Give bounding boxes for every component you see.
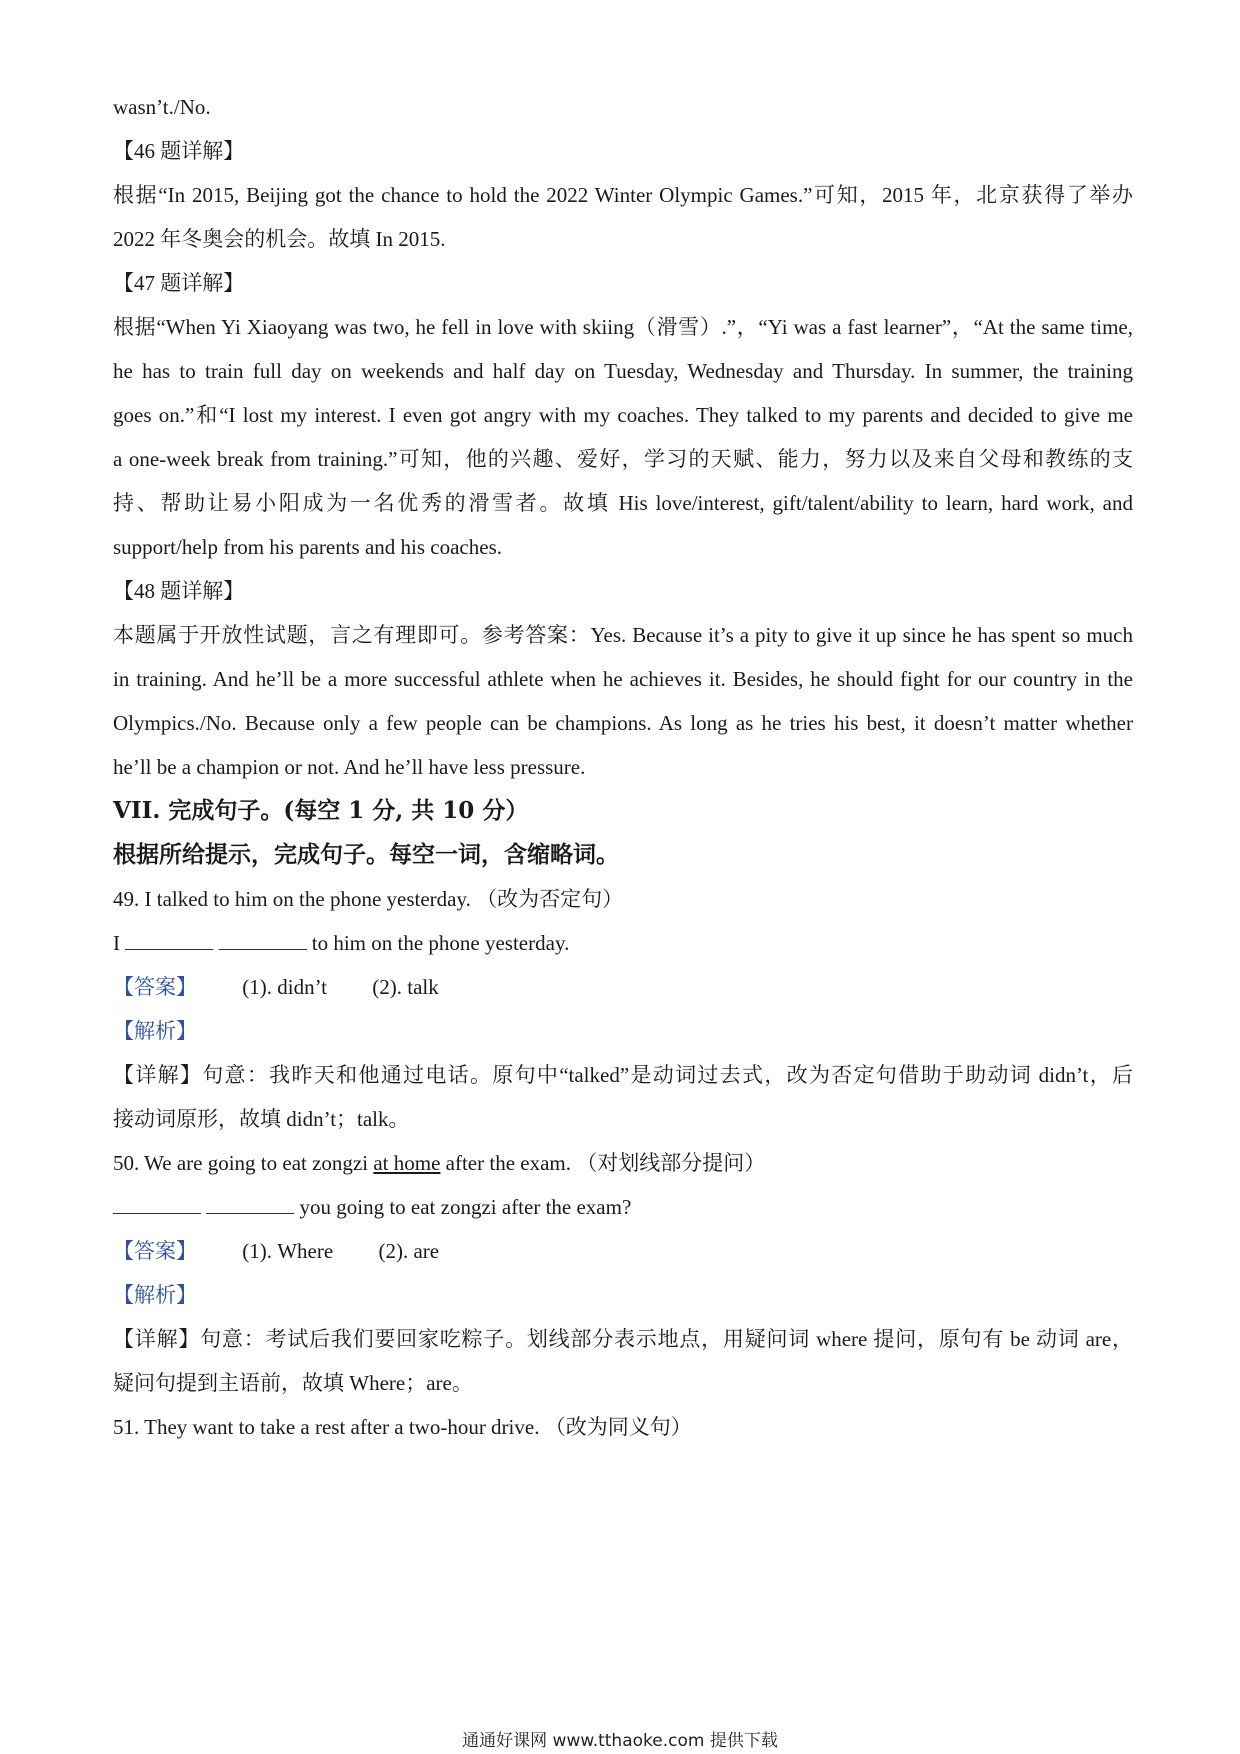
text-line: support/help from his parents and his coaches. <box>113 535 502 559</box>
question-49: 49. I talked to him on the phone yesterday. （改为否定句） <box>113 887 624 911</box>
section-instruction: 根据所给提示，完成句子。每空一词，含缩略词。 <box>113 841 619 868</box>
text-line: wasn’t./No. <box>113 95 211 119</box>
answer-50 <box>113 1236 1133 1266</box>
text-line: a one-week break from training.”可知，他的兴趣、爱好，学习的天赋、能力，努力以及来自父母和教练的支 <box>113 447 1133 471</box>
detail-label: 【详解】 <box>113 1327 201 1351</box>
detail-label: 【详解】 <box>113 1063 203 1087</box>
answer-49 <box>113 972 1133 1002</box>
answer-blank-2 <box>219 929 307 950</box>
detail-text: 句意：我昨天和他通过电话。原句中“talked”是动词过去式，改为否定句借助于助动词 didn’t，后 <box>202 1063 1134 1087</box>
sentence-prefix: I <box>113 931 120 955</box>
text-line: 根据“In 2015, Beijing got the chance to hold the 2022 Winter Olympic Games.”可知，2015 年，北京获得了举办 <box>113 183 1133 207</box>
analysis-label: 【解析】 <box>113 1283 197 1307</box>
answer-blank-2 <box>206 1193 294 1214</box>
section-heading-47: 【47 题详解】 <box>113 271 245 295</box>
text-line: 2022 年冬奥会的机会。故填 In 2015. <box>113 227 446 251</box>
question-text: 50. We are going to eat zongzi <box>113 1151 374 1175</box>
section-heading-46: 【46 题详解】 <box>113 139 245 163</box>
section-heading-48: 【48 题详解】 <box>113 579 245 603</box>
text-line: he’ll be a champion or not. And he’ll have less pressure. <box>113 755 586 779</box>
question-49-sentence <box>113 928 1133 958</box>
detail-text: 句意：考试后我们要回家吃粽子。划线部分表示地点，用疑问词 where 提问，原句有 be 动词 are， <box>200 1327 1133 1351</box>
text-line: goes on.”和“I lost my interest. I even got angry with my coaches. They talked to my parents and decided to give me <box>113 403 1133 427</box>
answer-label: 【答案】 <box>113 1239 197 1263</box>
explanation-49 <box>113 1060 1133 1090</box>
text-line: 本题属于开放性试题，言之有理即可。参考答案：Yes. Because it’s a pity to give it up since he has spent so much <box>113 623 1133 647</box>
explanation-50 <box>113 1324 1133 1354</box>
answer-value: (1). Where <box>242 1239 334 1263</box>
text-line: in training. And he’ll be a more successful athlete when he achieves it. Besides, he should fight for our country in the <box>113 667 1133 691</box>
sentence-suffix: to him on the phone yesterday. <box>311 931 570 955</box>
answer-blank-1 <box>125 929 213 950</box>
text-line: he has to train full day on weekends and half day on Tuesday, Wednesday and Thursday. In summer, the training <box>113 359 1133 383</box>
answer-value: (2). talk <box>372 975 439 999</box>
question-51: 51. They want to take a rest after a two-hour drive. （改为同义句） <box>113 1415 692 1439</box>
underlined-phrase: at home <box>373 1151 441 1175</box>
answer-label: 【答案】 <box>113 975 197 999</box>
question-50 <box>113 1148 1133 1178</box>
answer-value: (2). are <box>378 1239 440 1263</box>
text-line: 持、帮助让易小阳成为一名优秀的滑雪者。故填 His love/interest, gift/talent/ability to learn, hard work, and <box>113 491 1133 515</box>
question-text: after the exam. （对划线部分提问） <box>440 1151 766 1175</box>
text-line: 根据“When Yi Xiaoyang was two, he fell in love with skiing（滑雪）.”，“Yi was a fast learner”，“At the same time, <box>113 315 1133 339</box>
text-line: 接动词原形，故填 didn’t；talk。 <box>113 1107 410 1131</box>
sentence-suffix: you going to eat zongzi after the exam? <box>299 1195 632 1219</box>
text-line: 疑问句提到主语前，故填 Where；are。 <box>113 1371 473 1395</box>
page-footer: 通通好课网 www.tthaoke.com 提供下载 <box>462 1731 778 1751</box>
section-title-vii: VII. 完成句子。(每空 1 分, 共 10 分） <box>113 797 529 824</box>
question-50-sentence <box>113 1192 1133 1222</box>
answer-blank-1 <box>113 1193 201 1214</box>
analysis-label: 【解析】 <box>113 1019 197 1043</box>
text-line: Olympics./No. Because only a few people can be champions. As long as he tries his best, it doesn’t matter whether <box>113 711 1133 735</box>
answer-value: (1). didn’t <box>242 975 328 999</box>
